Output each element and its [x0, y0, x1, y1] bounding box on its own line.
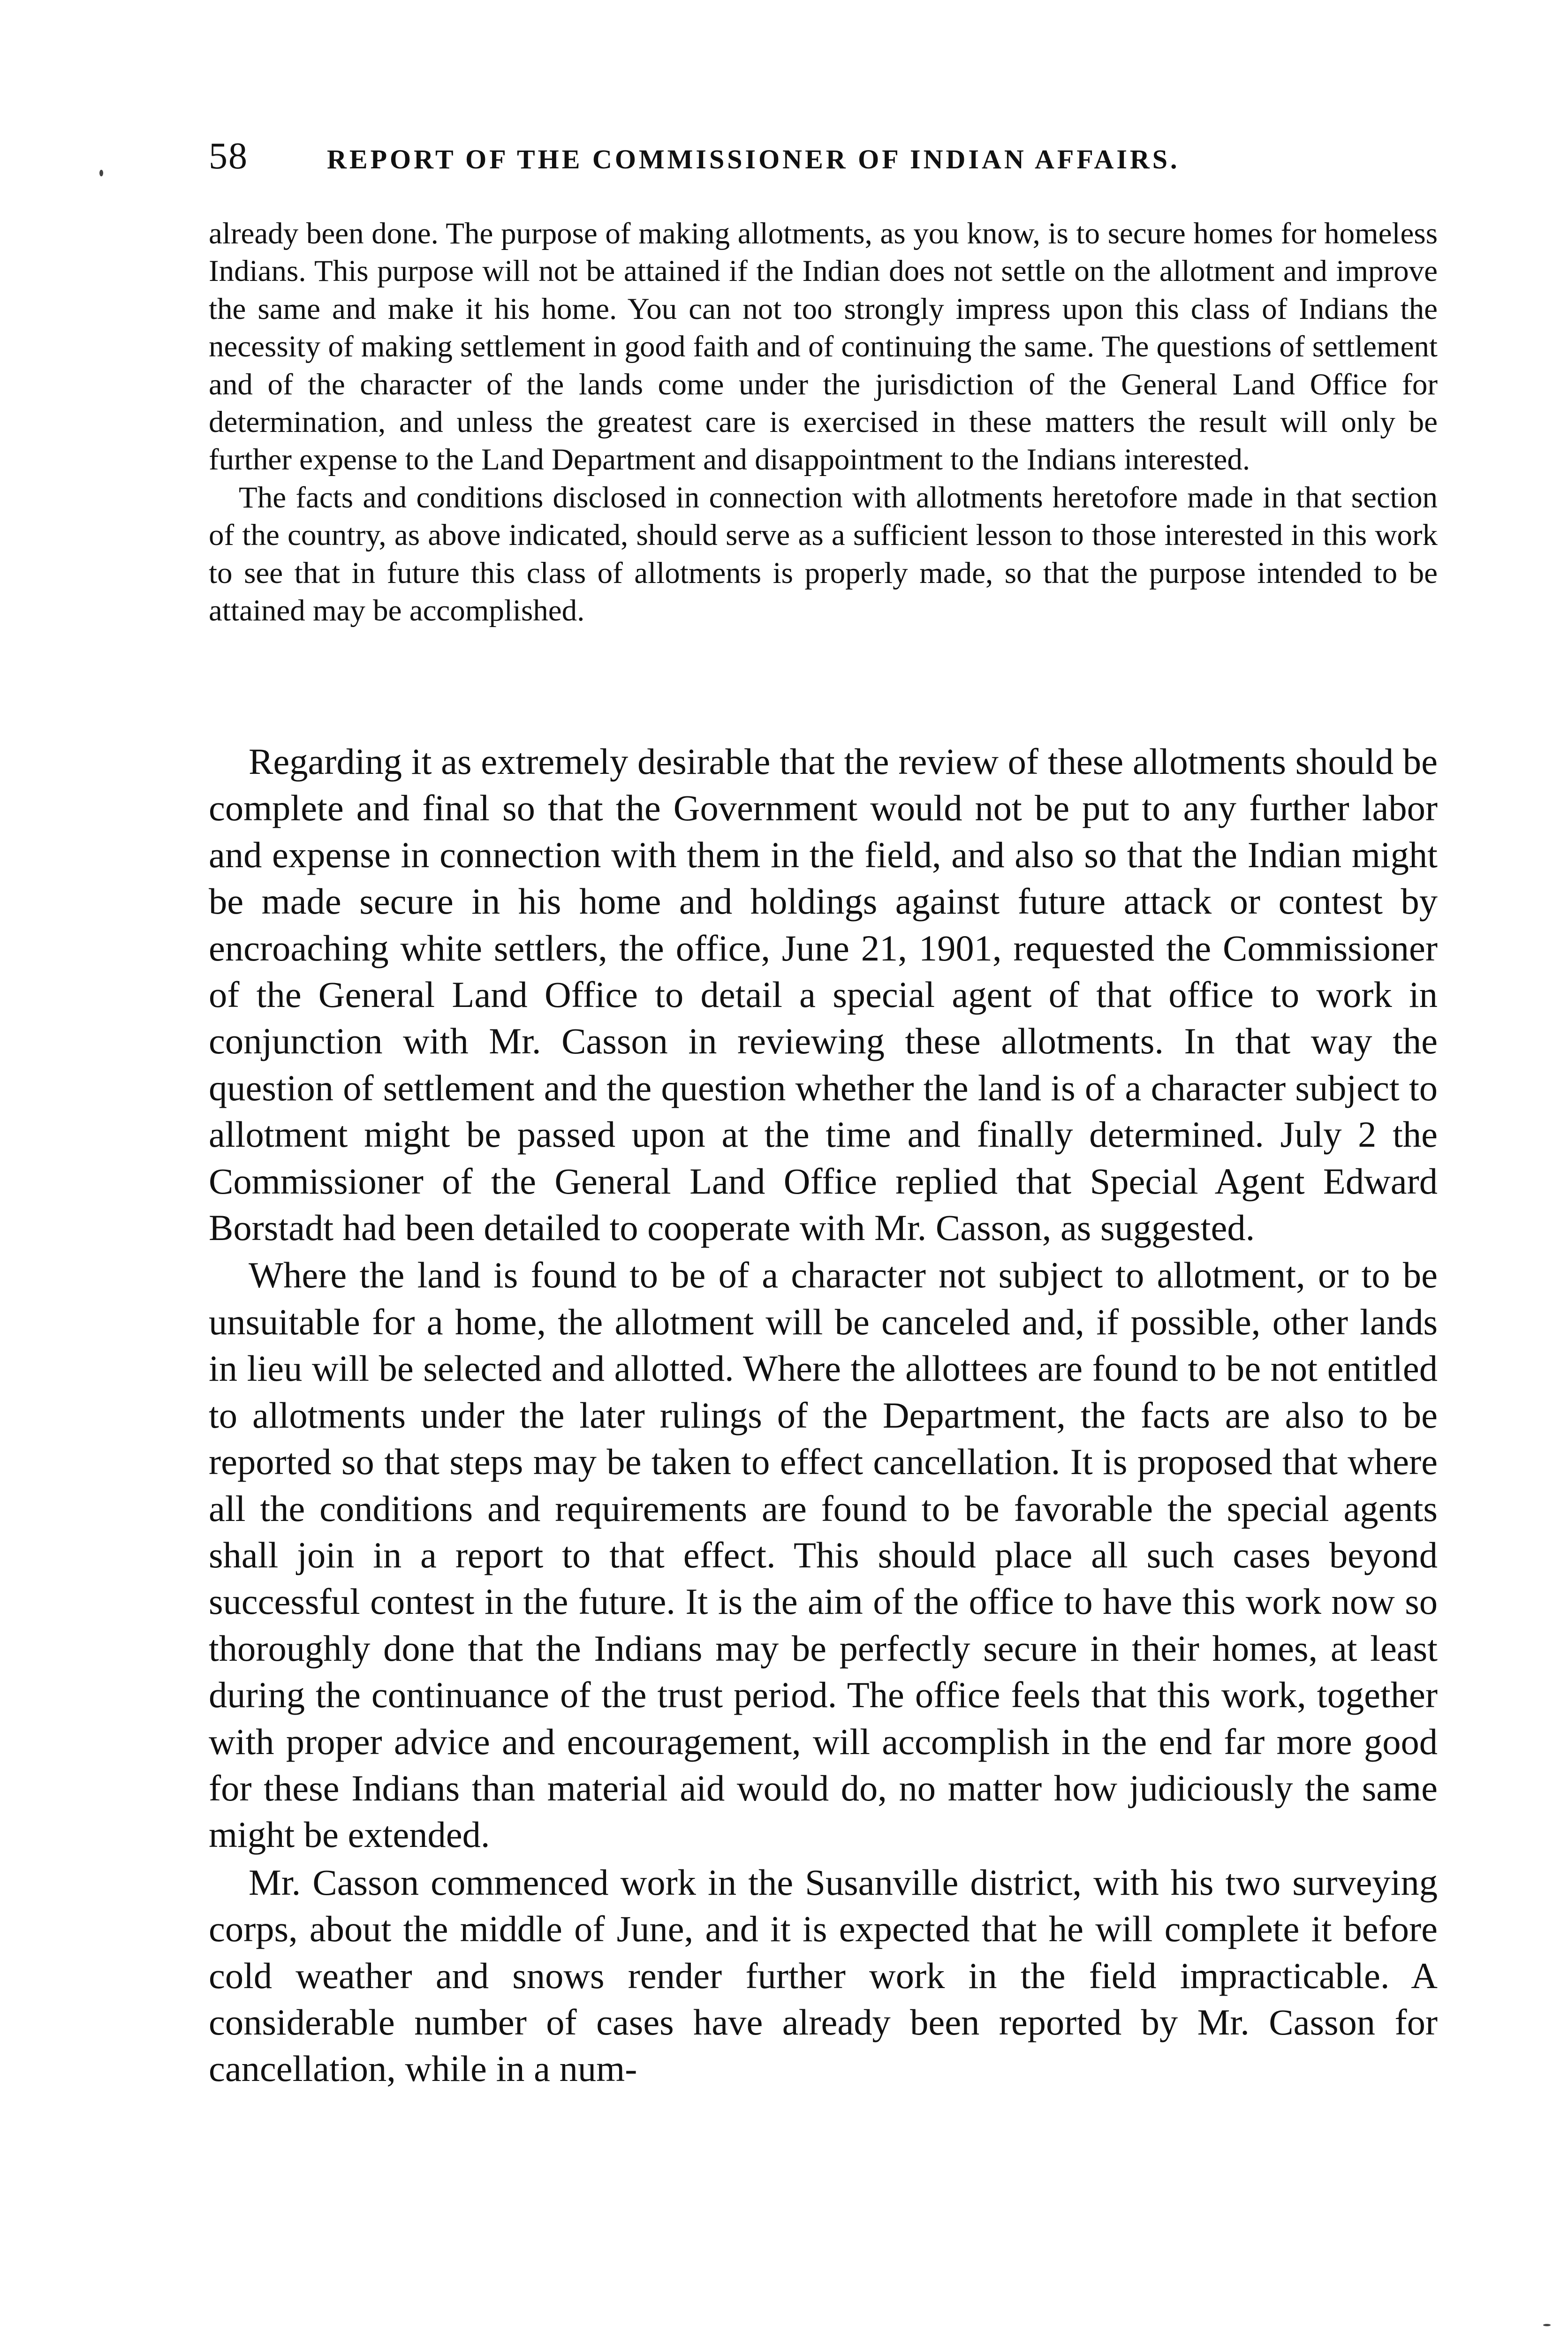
body-paragraph: Where the land is found to be of a character not subject to allotment, or to be unsuitable for a home, the allotment will be canceled and, if possible, other lands in lieu will be selected and allotted. Where the allottees are found to be not entitled to allotments under the later rulings of the Department, the facts are also to be reported so that steps may be taken to effect cancellation. It is proposed that where all the conditions and requirements are found to be favorable the special agents shall join in a report to that effect. This should place all such cases beyond successful contest in the future. It is the aim of the office to have this work now so thoroughly done that the Indians may be perfectly secure in their homes, at least during the continuance of the trust period. The office feels that this work, together with proper advice and encouragement, will accomplish in the end far more good for these Indians than material aid would do, no matter how judiciously the same might be extended. — [209, 1255, 1438, 1855]
body-text — [209, 738, 1438, 2093]
body-paragraph: Regarding it as extremely desirable that the review of these allotments should be complete and final so that the Government would not be put to any further labor and expense in connection with them in the field, and also so that the Indian might be made secure in his home and holdings against future attack or contest by encroaching white settlers, the office, June 21, 1901, requested the Commissioner of the General Land Office to detail a special agent of that office to work in conjunction with Mr. Casson in reviewing these allotments. In that way the question of settlement and the question whether the land is of a character subject to allotment might be passed upon at the time and finally determined. July 2 the Commissioner of the General Land Office replied that Special Agent Edward Borstadt had been detailed to cooperate with Mr. Casson, as suggested. — [209, 741, 1438, 1248]
scan-speck — [1543, 2324, 1551, 2326]
scan-speck — [99, 170, 103, 176]
quoted-letter — [209, 215, 1438, 629]
body-paragraph: Mr. Casson commenced work in the Susanville district, with his two surveying corps, about the middle of June, and it is expected that he will complete it before cold weather and snows render further work in the field impracticable. A considerable number of cases have already been reported by Mr. Casson for cancellation, while in a num- — [209, 1861, 1438, 2089]
quoted-paragraph: already been done. The purpose of making allotments, as you know, is to secure homes for homeless Indians. This purpose will not be attained if the Indian does not settle on the allotment and improve the same and make it his home. You can not too strongly impress upon this class of Indians the necessity of making settlement in good faith and of continuing the same. The questions of settlement and of the character of the lands come under the jurisdiction of the General Land Office for determination, and unless the greatest care is exercised in these matters the result will only be further expense to the Land Department and disappointment to the Indians interested. — [209, 217, 1438, 477]
page-number: 58 — [209, 136, 248, 177]
quoted-paragraph: The facts and conditions disclosed in connection with allotments heretofore made in that section of the country, as above indicated, should serve as a sufficient lesson to those interested in this work to see that in future this class of allotments is properly made, so that the purpose intended to be attained may be accomplished. — [209, 480, 1438, 628]
running-title: REPORT OF THE COMMISSIONER OF INDIAN AFFAIRS. — [327, 144, 1180, 174]
page-header — [209, 135, 1438, 187]
